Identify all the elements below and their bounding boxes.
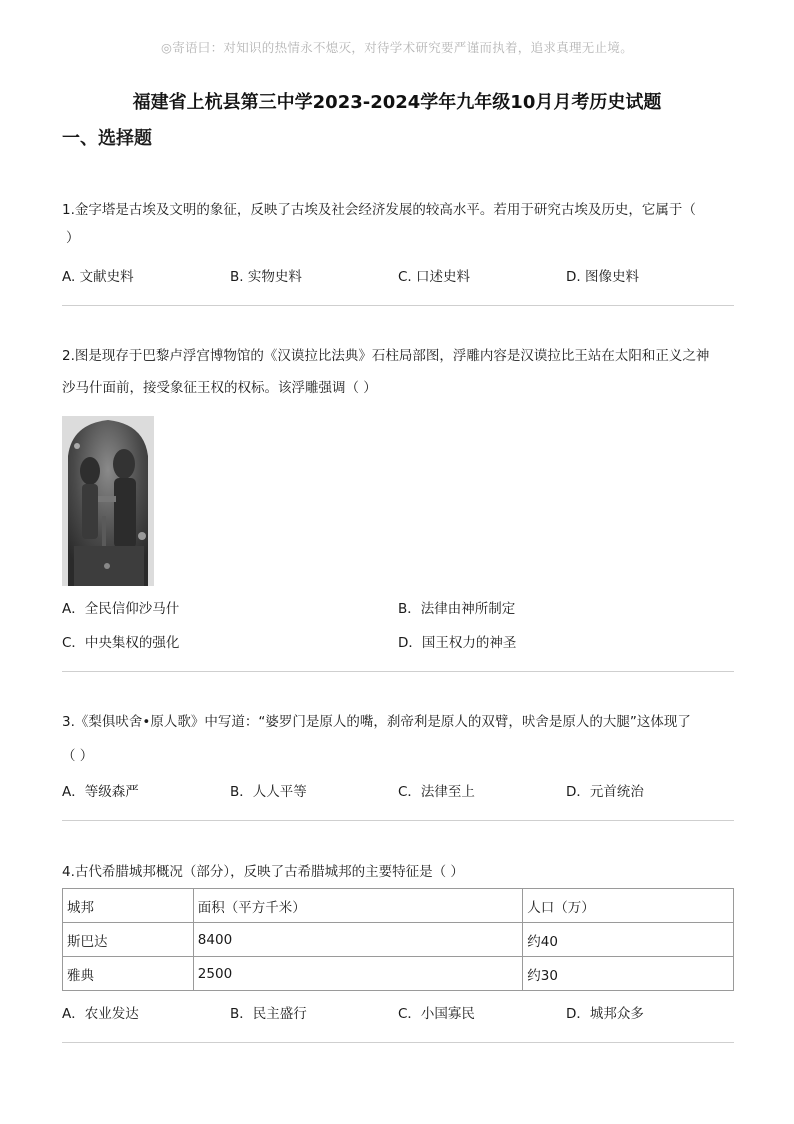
q1-option-b[interactable]: B. 实物史料 [230,269,302,285]
question-1 [62,200,734,248]
q1-option-c[interactable]: C. 口述史料 [398,269,471,285]
q4-option-a[interactable]: A．农业发达 [62,1006,139,1022]
separator [62,305,734,306]
q4-option-c[interactable]: C．小国寡民 [398,1006,475,1022]
question-2-stem-line-1: 2.图是现存于巴黎卢浮宫博物馆的《汉谟拉比法典》石柱局部图，浮雕内容是汉谟拉比王站在太阳和正义之神 [62,348,710,364]
q4-option-d[interactable]: D．城邦众多 [566,1006,644,1022]
table-row [63,923,734,957]
q3-option-a[interactable]: A．等级森严 [62,784,139,800]
q3-option-d[interactable]: D．元首统治 [566,784,644,800]
separator [62,1042,734,1043]
table-header-cell: 城邦 [63,889,194,923]
city-state-table [62,888,734,991]
question-4 [62,862,734,882]
question-1-stem-line-2: ） [66,230,80,246]
question-3-stem-line-1: 3.《梨俱吠舍•原人歌》中写道：“婆罗门是原人的嘴，刹帝利是原人的双臂，吠舍是原人的大腿”这体现了 [62,714,691,730]
question-4-stem-line-1: 4.古代希腊城邦概况（部分），反映了古希腊城邦的主要特征是（ ） [62,864,464,880]
page-title: 福建省上杭县第三中学2023-2024学年九年级10月月考历史试题 [132,92,662,113]
table-cell: 2500 [193,957,523,991]
q2-option-a[interactable]: A．全民信仰沙马什 [62,601,180,617]
question-2 [62,346,734,398]
table-header-row [63,889,734,923]
table-cell: 约30 [523,957,734,991]
table-cell: 雅典 [63,957,194,991]
q3-option-c[interactable]: C．法律至上 [398,784,475,800]
hammurabi-stele-image [62,416,154,586]
question-3-stem-line-2: （ ） [62,748,94,764]
table-row [63,957,734,991]
q2-option-c[interactable]: C．中央集权的强化 [62,635,180,651]
q1-option-a[interactable]: A. 文献史料 [62,269,134,285]
header-motto: ◎寄语曰：对知识的热情永不熄灭，对待学术研究要严谨而执着，追求真理无止境。 [160,40,633,55]
separator [62,671,734,672]
table-cell: 8400 [193,923,523,957]
table-cell: 约40 [523,923,734,957]
question-2-stem-line-2: 沙马什面前，接受象征王权的权标。该浮雕强调（ ） [62,380,377,396]
question-3 [62,712,734,766]
q4-option-b[interactable]: B．民主盛行 [230,1006,307,1022]
section-title: 一、选择题 [62,128,152,149]
table-cell: 斯巴达 [63,923,194,957]
table-header-cell: 面积（平方千米） [193,889,523,923]
q2-option-b[interactable]: B．法律由神所制定 [398,601,516,617]
q3-option-b[interactable]: B．人人平等 [230,784,307,800]
q2-option-d[interactable]: D．国王权力的神圣 [398,635,517,651]
q1-option-d[interactable]: D. 图像史料 [566,269,639,285]
table-header-cell: 人口（万） [523,889,734,923]
separator [62,820,734,821]
question-1-stem-line-1: 1.金字塔是古埃及文明的象征，反映了古埃及社会经济发展的较高水平。若用于研究古埃及历史，它属于（ [62,202,696,218]
stone-relief-photo-icon [62,416,154,586]
